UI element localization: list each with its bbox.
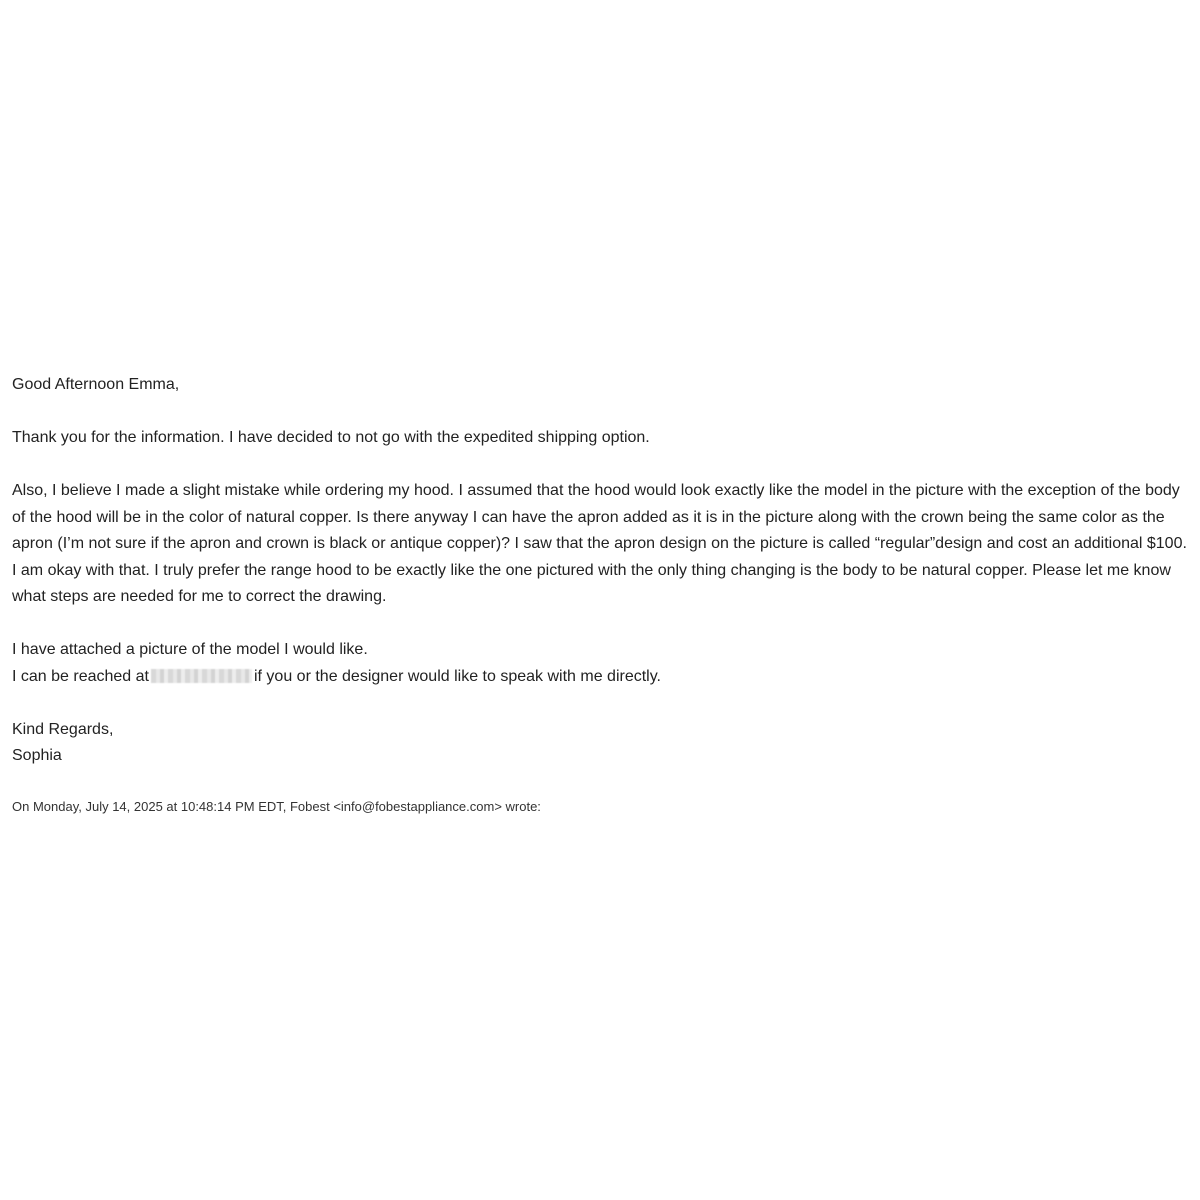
email-signoff bbox=[12, 717, 1192, 770]
contact-prefix: I can be reached at bbox=[12, 667, 149, 685]
email-paragraph-line: of the hood will be in the color of natural copper. Is there anyway I can have the apron added as it is in the picture along with the crown being the same color as the bbox=[12, 508, 1165, 526]
email-attachment-line: I have attached a picture of the model I would like. bbox=[12, 641, 368, 658]
email-paragraph-shipping: Thank you for the information. I have decided to not go with the expedited shipping option. bbox=[12, 429, 650, 446]
email-closing: Kind Regards, bbox=[12, 720, 114, 738]
email-paragraph-hood-request bbox=[12, 478, 1192, 611]
email-signature: Sophia bbox=[12, 747, 62, 764]
redacted-phone-number bbox=[151, 669, 252, 683]
email-paragraph-contact bbox=[12, 637, 1192, 690]
email-greeting: Good Afternoon Emma, bbox=[12, 376, 180, 393]
quoted-reply-header: On Monday, July 14, 2025 at 10:48:14 PM EDT, Fobest <info@fobestappliance.com> wrote: bbox=[12, 799, 541, 814]
contact-suffix: if you or the designer would like to speak with me directly. bbox=[253, 667, 661, 685]
email-message-body bbox=[12, 372, 1192, 770]
email-paragraph-line: I am okay with that. I truly prefer the range hood to be exactly like the one pictured with the only thing changing is the body to be natural copper. Please let me know bbox=[12, 561, 1171, 579]
email-paragraph-line: Also, I believe I made a slight mistake while ordering my hood. I assumed that the hood would look exactly like the model in the picture with the exception of the body bbox=[12, 482, 1180, 499]
email-contact-line bbox=[12, 664, 1192, 691]
email-paragraph-line: apron (I’m not sure if the apron and crown is black or antique copper)? I saw that the apron design on the picture is called “regular”design and cost an additional $100. bbox=[12, 535, 1187, 552]
email-paragraph-line: what steps are needed for me to correct the drawing. bbox=[12, 588, 387, 605]
